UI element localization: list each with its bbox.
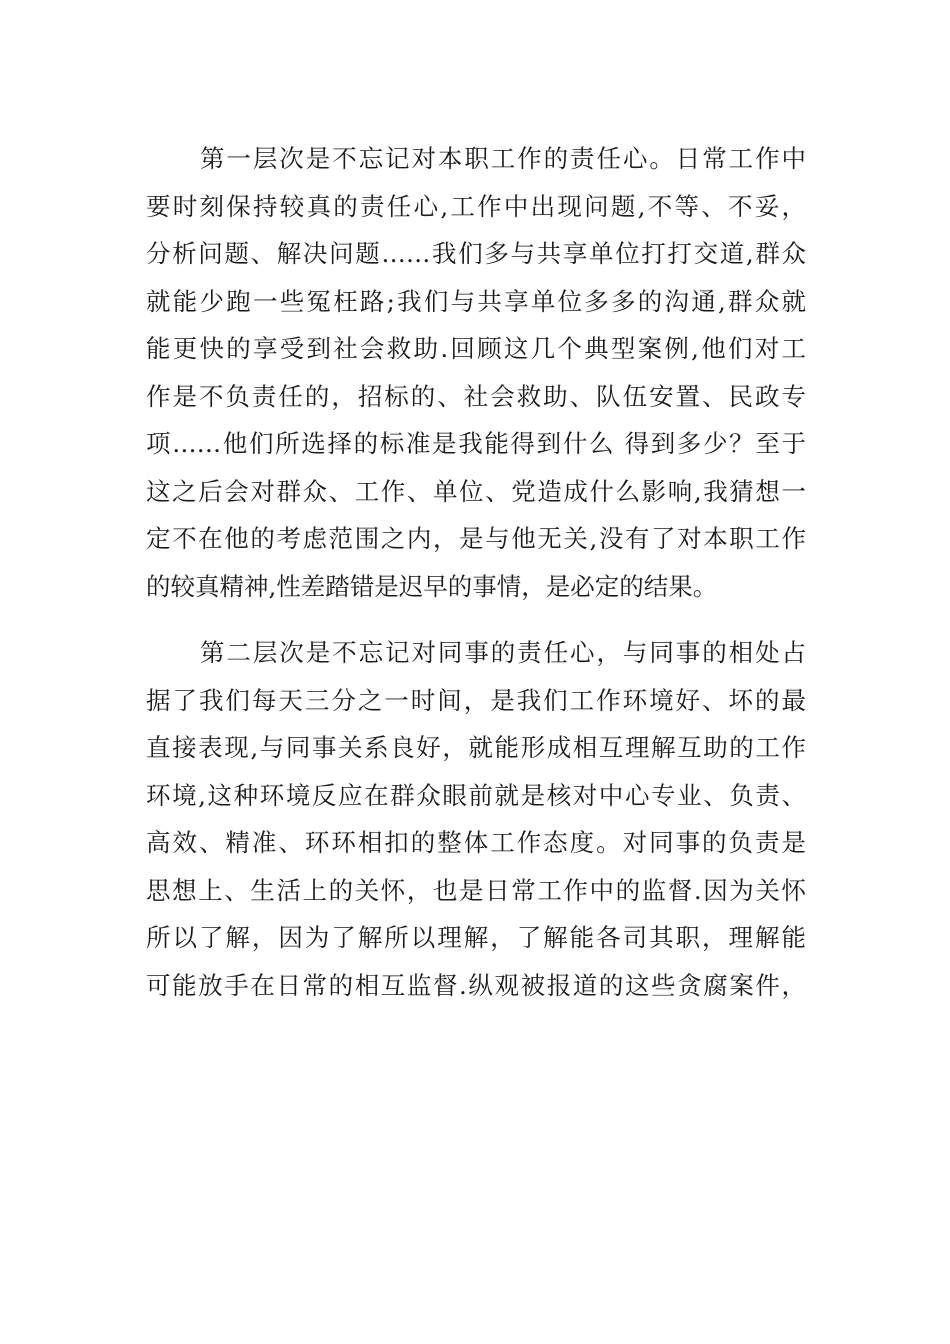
text-line: 高效、精准、环环相扣的整体工作态度。对同事的负责是: [146, 828, 806, 857]
text-line: 直接表现,与同事关系良好，就能形成相互理解互助的工作: [146, 733, 806, 762]
paragraph-spacer: [146, 610, 806, 629]
text-line: 第二层次是不忘记对同事的责任心，与同事的相处占: [200, 638, 806, 667]
text-line: 分析问题、解决问题……我们多与共享单位打打交道,群众: [146, 239, 806, 268]
text-line: 作是不负责任的，招标的、社会救助、队伍安置、民政专: [146, 381, 806, 411]
text-line: 要时刻保持较真的责任心,工作中出现问题,不等、不妥，: [146, 191, 806, 221]
text-line: 所以了解，因为了解所以理解，了解能各司其职，理解能: [146, 923, 806, 952]
paragraph-1: [146, 135, 806, 610]
text-line: 可能放手在日常的相互监督.纵观被报道的这些贪腐案件，: [146, 970, 806, 1000]
text-line: 能更快的享受到社会救助.回顾这几个典型案例,他们对工: [146, 334, 806, 363]
text-line: 思想上、生活上的关怀，也是日常工作中的监督.因为关怀: [146, 875, 806, 905]
text-line: 这之后会对群众、工作、单位、党造成什么影响,我猜想一: [146, 476, 806, 506]
text-line: 环境,这种环境反应在群众眼前就是核对中心专业、负责、: [146, 780, 806, 810]
text-line: 就能少跑一些冤枉路;我们与共享单位多多的沟通,群众就: [146, 286, 806, 316]
text-line: 定不在他的考虑范围之内，是与他无关,没有了对本职工作: [146, 524, 806, 553]
paragraph-2: [146, 629, 806, 1009]
body-text: [146, 135, 806, 1009]
text-line: 据了我们每天三分之一时间，是我们工作环境好、坏的最: [146, 685, 806, 715]
text-line: 项……他们所选择的标准是我能得到什么 得到多少？至于: [146, 429, 806, 458]
text-line: 的较真精神,性差踏错是迟早的事情，是必定的结果。: [146, 571, 718, 601]
text-line: 第一层次是不忘记对本职工作的责任心。日常工作中: [200, 144, 806, 173]
